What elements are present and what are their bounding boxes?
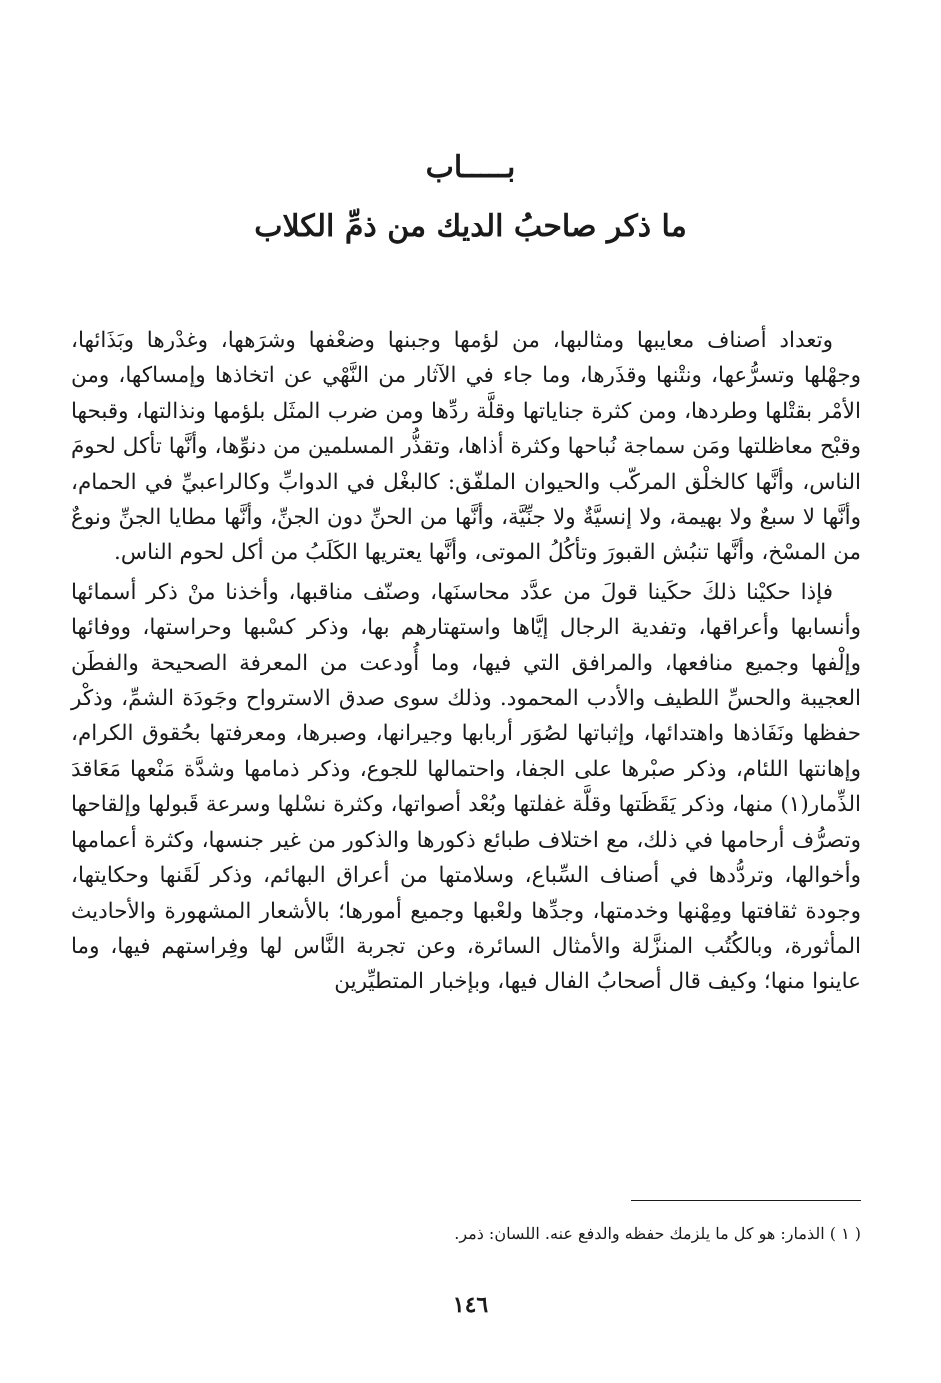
body-paragraph: وتعداد أصناف معايبها ومثالبها، من لؤمها وجبنها وضعْفها وشرَهها، وغدْرها وبَذَائها، وجهْلها وتسرُّعها، ونتْنها وقذَرها، وما جاء في الآثار من النَّهْي عن اتخاذها وإمساكها، ومن الأمْر بقتْلها وطردها، ومن كثرة جناياتها وقلَّة ردِّها ومن ضرب المثَل بلؤمها ونذالتها، وقبحها وقبْح معاظلتها ومَن سماجة نُباحها وكثرة أذاها، وتقذُّر المسلمين من دنوِّها، وأنَّها تأكل لحومَ الناس، وأنَّها كالخلْق المركّب والحيوان الملفّق: كالبغْل في الدوابِّ وكالراعبيِّ في الحمام، وأنَّها لا سبعٌ ولا بهيمة، ولا إنسيَّةٌ ولا جنِّيَّة، وأنَّها من الحنِّ دون الجنِّ، وأنَّها مطايا الجنِّ ونوعٌ من المسْخ، وأنَّها تنبُش القبورَ وتأكُلُ الموتى، وأنَّها يعتريها الكَلَبُ من أكل لحوم الناس.: [71, 328, 861, 566]
footnote-divider: [631, 1200, 861, 1201]
chapter-title: ما ذكر صاحبُ الديك من ذمِّ الكلاب: [254, 209, 687, 244]
body-paragraph: فإذا حكيْنا ذلكَ حكَينا قولَ من عدَّد محاسنَها، وصنّف مناقبها، وأخذنا منْ ذكر أسمائها وأنسابها وأعراقها، وتفدية الرجال إيَّاها واستهتارهم بها، وذكر كسْبها وحراستها، ووفائها وإلْفها وجميع منافعها، والمرافق التي فيها، وما أُودعت من المعرفة الصحيحة والفطَن العجيبة والحسِّ اللطيف والأدب المحمود. وذلك سوى صدق الاسترواح وجَودَة الشمِّ، وذكْر حفظها ونَفَاذها واهتدائها، وإثباتها لصُوَر أربابها وجيرانها، وصبرها، ومعرفتها بحُقوق الكرام، وإهانتها اللئام، وذكر صبْرها على الجفا، واحتمالها للجوع، وذكر ذمامها وشدَّة مَنْعها مَعَاقدَ الذِّمار(١) منها، وذكر يَقَظَتها وقلَّة غفلتها وبُعْد أصواتها، وكثرة نسْلها وسرعة قَبولها وإلقاحها وتصرُّف أرحامها في ذلك، مع اختلاف طبائع ذكورها والذكور من غير جنسها، وكثرة أعمامها وأخوالها، وتردُّدها في أصناف السِّباع، وسلامتها من أعراق البهائم، وذكر لَقَنها وحكايتها، وجودة ثقافتها ومِهْنها وخدمتها، وجدِّها ولعْبها وجميع أمورها؛ بالأشعار المشهورة والأحاديث المأثورة، وبالكُتُب المنزَّلة والأمثال السائرة، وعن تجربة النَّاس لها وفِراستهم فيها، وما عاينوا منها؛ وكيف قال أصحابُ الفال فيها، وبإخبار المتطيِّرين: [71, 579, 861, 995]
chapter-label: بـــــاب: [425, 150, 516, 185]
page-number: ١٤٦: [452, 1292, 489, 1318]
footnote: ( ١ ) الذمار: هو كل ما يلزمك حفظه والدفع عنه. اللسان: ذمر.: [454, 1224, 861, 1243]
body-text: [71, 323, 861, 1000]
